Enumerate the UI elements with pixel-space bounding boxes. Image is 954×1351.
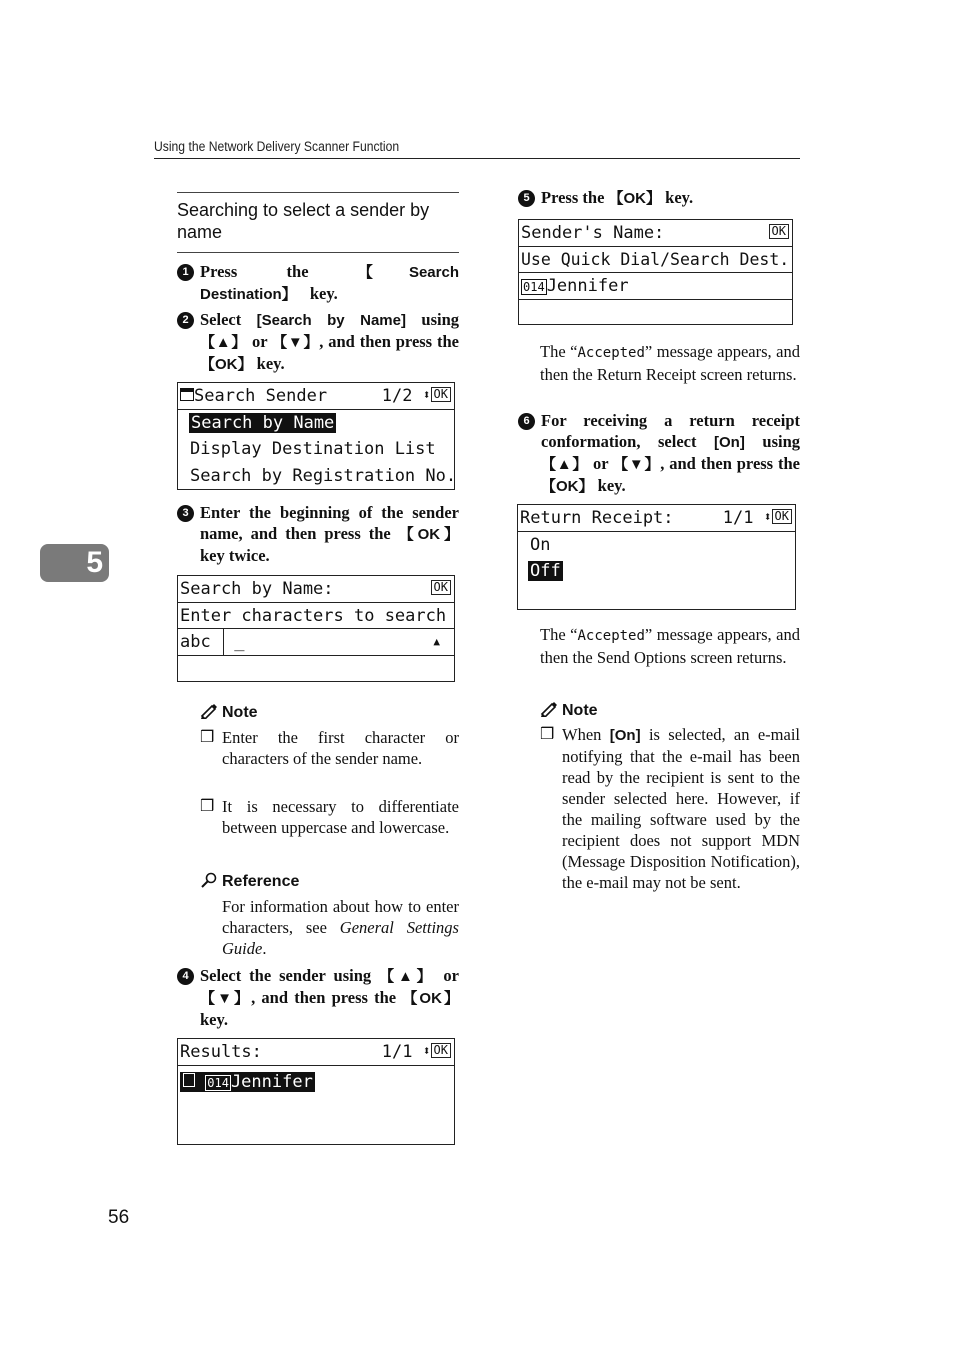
page-number: 56 <box>108 1207 130 1228</box>
quick-dial-hint: Use Quick Dial/Search Dest. <box>521 249 790 269</box>
option-off[interactable]: Off <box>530 561 561 581</box>
step-1: 1 Press the 【Search Destination】 key. <box>177 261 459 305</box>
lcd-return-receipt: Return Receipt: 1/1 ⬍ OK On Off <box>517 504 796 610</box>
section-rule-bottom <box>177 252 459 253</box>
running-header: Using the Network Delivery Scanner Function <box>154 139 400 154</box>
ok-indicator: OK <box>431 1043 451 1058</box>
section-rule-top <box>177 192 459 193</box>
up-key: 【▲】 <box>379 968 436 985</box>
search-input[interactable]: _ <box>234 632 245 652</box>
down-key: 【▼】 <box>613 456 661 473</box>
list-icon <box>180 388 194 401</box>
option-search-by-registration[interactable]: Search by Registration No. <box>190 465 457 486</box>
lcd-senders-name <box>518 219 793 325</box>
step-2: 2 Select [Search by Name] using 【▲】 or 【▼】, and then press the 【OK】 key. <box>177 309 459 375</box>
updown-icon: ⬍ <box>763 510 772 525</box>
option-search-by-name[interactable]: Search by Name <box>191 412 335 433</box>
option-on[interactable]: On <box>530 534 551 555</box>
note-item-1: ❒ Enter the first character or characters of the sender name. <box>200 728 459 768</box>
ok-key: 【OK】 <box>541 478 594 495</box>
option-display-destination-list[interactable]: Display Destination List <box>190 439 436 459</box>
reference-heading: Reference <box>200 872 299 891</box>
ok-key: 【OK】 <box>402 990 459 1007</box>
note-heading-right: Note <box>540 701 598 720</box>
person-icon <box>183 1073 195 1087</box>
down-key: 【▼】 <box>200 990 252 1007</box>
step-number: 2 <box>177 312 194 329</box>
step-number: 6 <box>518 413 535 430</box>
screen-title: Return Receipt: <box>520 508 674 528</box>
step-number: 5 <box>518 190 535 207</box>
lcd-search-by-name <box>177 575 455 682</box>
accepted-message-2: The “Accepted” message appears, and then the Send Options screen returns. <box>540 625 800 667</box>
entry-number: 014 <box>523 280 545 294</box>
on-option-menu: [On] <box>714 434 745 451</box>
step-number: 4 <box>177 968 194 985</box>
note-heading-left: Note <box>200 703 258 722</box>
guide-title: General Settings Guide <box>222 918 459 958</box>
section-title: Searching to select a sender by name <box>177 200 430 242</box>
accepted-message-1: The “Accepted” message appears, and then the Return Receipt screen returns. <box>540 342 800 384</box>
pencil-icon <box>200 703 218 719</box>
search-prompt: Enter characters to search <box>180 605 447 626</box>
note-item-2: ❒ It is necessary to differentiate between uppercase and lowercase. <box>200 797 459 837</box>
result-entry-jennifer[interactable]: 014 Jennifer <box>180 1072 315 1092</box>
chapter-tab: 5 <box>40 544 109 582</box>
step-6: 6 For receiving a return receipt conformation, select [On] using 【▲】 or 【▼】, and then press the 【OK】 key. <box>518 410 800 497</box>
step-5: 5 Press the 【OK】 key. <box>518 187 800 209</box>
sender-name-value: Jennifer <box>546 276 629 296</box>
reference-text: For information about how to enter characters, see General Settings Guide. <box>222 897 459 958</box>
pencil-icon <box>540 701 558 717</box>
step-number: 1 <box>177 264 194 281</box>
updown-icon: ⬍ <box>422 1044 431 1059</box>
input-mode: abc <box>180 629 224 655</box>
scroll-up-icon: ▲ <box>433 635 440 648</box>
screen-title: Sender's Name: <box>521 223 665 243</box>
step-number: 3 <box>177 505 194 522</box>
magnifier-icon <box>200 872 218 888</box>
screen-title: Search Sender <box>194 386 328 406</box>
updown-icon: ⬍ <box>422 388 431 403</box>
step-4: 4 Select the sender using 【▲】 or 【▼】, and then press the 【OK】 key. <box>177 965 459 1030</box>
ok-key: 【OK】 <box>200 356 253 373</box>
ok-key: 【OK】 <box>608 190 662 207</box>
lcd-results: Results: 1/1 ⬍ OK 014 Jennifer <box>177 1038 455 1145</box>
ok-indicator: OK <box>431 580 451 595</box>
down-key: 【▼】 <box>272 334 320 351</box>
search-destination-key: 【Search Destination】 <box>200 264 459 303</box>
up-key: 【▲】 <box>541 456 589 473</box>
ok-indicator: OK <box>769 224 789 239</box>
step-3: 3 Enter the beginning of the sender name, and then press the 【OK】 key twice. <box>177 502 459 566</box>
ok-indicator: OK <box>772 509 792 524</box>
note-item-mdn: ❒ When [On] is selected, an e-mail notifying that the e-mail has been read by the recipient is sent to the sender selected here. However, if the mailing software used by the recipient does not support MDN (Message Disposition Notification), the e-mail may not be sent. <box>540 725 801 892</box>
ok-key: 【OK】 <box>398 526 459 543</box>
ok-indicator: OK <box>431 387 451 402</box>
screen-title: Results: <box>180 1042 262 1062</box>
search-by-name-menu: [Search by Name] <box>256 312 406 329</box>
up-key: 【▲】 <box>200 334 248 351</box>
screen-title: Search by Name: <box>180 579 334 599</box>
lcd-search-sender: Search Sender 1/2 ⬍ OK Search by Name Display Destination List Search by Registration No. <box>177 382 455 490</box>
